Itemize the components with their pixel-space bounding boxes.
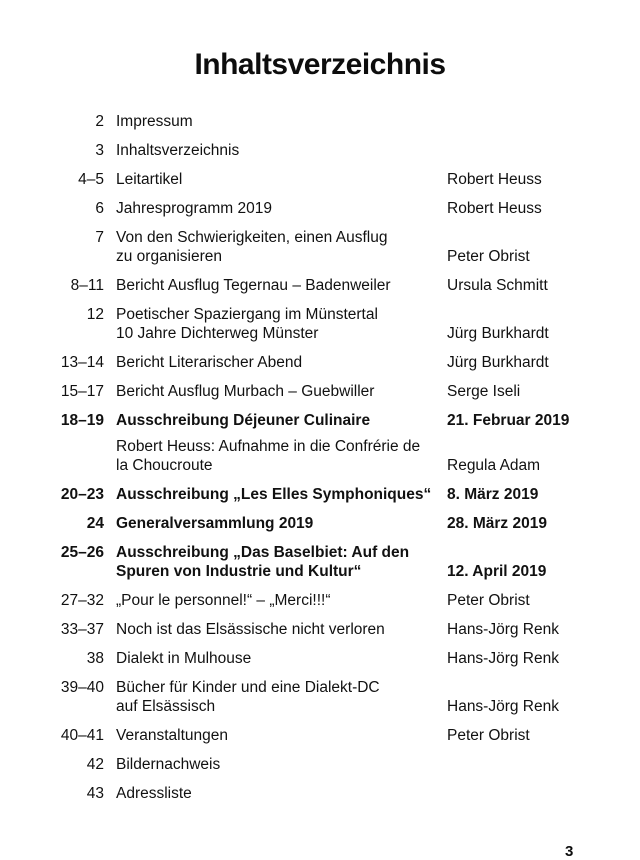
toc-right-text: Jürg Burkhardt bbox=[447, 354, 549, 371]
toc-page-range: 38 bbox=[86, 650, 104, 667]
toc-entry-author-or-date bbox=[447, 485, 610, 504]
toc-row bbox=[40, 141, 610, 160]
toc-entry-title bbox=[116, 543, 435, 581]
toc-right-text: Hans-Jörg Renk bbox=[447, 698, 559, 715]
page-title: Inhaltsverzeichnis bbox=[194, 48, 446, 81]
toc-row bbox=[40, 755, 610, 774]
toc-page-range: 4–5 bbox=[78, 171, 104, 188]
toc-entry-title bbox=[116, 649, 435, 668]
toc-row bbox=[40, 543, 610, 581]
toc-row bbox=[40, 591, 610, 610]
toc-entry-title bbox=[116, 514, 435, 533]
toc-page-range: 15–17 bbox=[60, 383, 104, 400]
toc-row bbox=[40, 382, 610, 401]
toc-title-line: „Pour le personnel!“ – „Merci!!!“ bbox=[116, 592, 331, 609]
toc-entry-author-or-date bbox=[447, 199, 610, 218]
toc-entry-title bbox=[116, 305, 435, 343]
toc-entry-author-or-date bbox=[447, 170, 610, 189]
toc-title-line: Ausschreibung „Les Elles Symphoniques“ bbox=[116, 486, 432, 503]
toc-page-range: 20–23 bbox=[60, 486, 104, 503]
toc-row bbox=[40, 112, 610, 131]
toc-entry-author-or-date bbox=[447, 437, 610, 475]
toc-entry-author-or-date bbox=[447, 649, 610, 668]
toc-entry-title bbox=[116, 620, 435, 639]
toc-title-line: la Choucroute bbox=[116, 457, 213, 474]
toc-page-range: 40–41 bbox=[60, 727, 104, 744]
toc-title-line: Bericht Literarischer Abend bbox=[116, 354, 303, 371]
toc-row bbox=[40, 485, 610, 504]
toc-page-range: 27–32 bbox=[60, 592, 104, 609]
toc-page-range: 25–26 bbox=[60, 544, 104, 561]
toc-row bbox=[40, 228, 610, 266]
toc-row bbox=[40, 437, 610, 475]
toc-title-line: Bücher für Kinder und eine Dialekt-DC bbox=[116, 679, 380, 696]
toc-title-line: Inhaltsverzeichnis bbox=[116, 142, 240, 159]
toc-entry-author-or-date bbox=[447, 411, 610, 430]
toc-title-line: Impressum bbox=[116, 113, 193, 130]
toc-right-text: Serge Iseli bbox=[447, 383, 521, 400]
toc-entry-author-or-date bbox=[447, 726, 610, 745]
toc-right-text: Hans-Jörg Renk bbox=[447, 621, 559, 638]
toc-entry-title bbox=[116, 784, 435, 803]
toc-right-text: 8. März 2019 bbox=[447, 486, 539, 503]
toc-page-range: 6 bbox=[95, 200, 104, 217]
toc-entry-author-or-date bbox=[447, 112, 610, 131]
toc-title-line: Ausschreibung „Das Baselbiet: Auf den bbox=[116, 544, 410, 561]
toc-list bbox=[40, 112, 610, 813]
toc-title-line: Dialekt in Mulhouse bbox=[116, 650, 252, 667]
toc-row bbox=[40, 678, 610, 716]
toc-title-line: Ausschreibung Déjeuner Culinaire bbox=[116, 412, 371, 429]
toc-row bbox=[40, 199, 610, 218]
toc-right-text: Regula Adam bbox=[447, 457, 541, 474]
toc-entry-title bbox=[116, 437, 435, 475]
toc-entry-author-or-date bbox=[447, 784, 610, 803]
toc-entry-author-or-date bbox=[447, 141, 610, 160]
toc-entry-title bbox=[116, 726, 435, 745]
toc-entry-title bbox=[116, 382, 435, 401]
toc-right-text: Peter Obrist bbox=[447, 592, 530, 609]
toc-right-text: Peter Obrist bbox=[447, 727, 530, 744]
toc-row bbox=[40, 411, 610, 430]
toc-right-text: 28. März 2019 bbox=[447, 515, 547, 532]
toc-entry-title bbox=[116, 755, 435, 774]
toc-entry-title bbox=[116, 591, 435, 610]
toc-row bbox=[40, 649, 610, 668]
toc-title-line: Generalversammlung 2019 bbox=[116, 515, 314, 532]
toc-title-line: Veranstaltungen bbox=[116, 727, 229, 744]
toc-page-range: 18–19 bbox=[60, 412, 104, 429]
toc-right-text: Jürg Burkhardt bbox=[447, 325, 549, 342]
toc-row bbox=[40, 305, 610, 343]
toc-entry-author-or-date bbox=[447, 755, 610, 774]
toc-right-text: 12. April 2019 bbox=[447, 563, 547, 580]
toc-entry-author-or-date bbox=[447, 543, 610, 581]
toc-title-line: Bericht Ausflug Murbach – Guebwiller bbox=[116, 383, 375, 400]
toc-page-range: 13–14 bbox=[60, 354, 104, 371]
toc-entry-author-or-date bbox=[447, 591, 610, 610]
toc-page-range: 7 bbox=[95, 229, 104, 246]
toc-right-text: Hans-Jörg Renk bbox=[447, 650, 559, 667]
toc-row bbox=[40, 784, 610, 803]
toc-page-range: 24 bbox=[86, 515, 104, 532]
toc-row bbox=[40, 170, 610, 189]
toc-right-text: Robert Heuss bbox=[447, 200, 542, 217]
toc-entry-title bbox=[116, 678, 435, 716]
toc-entry-author-or-date bbox=[447, 353, 610, 372]
toc-entry-title bbox=[116, 411, 435, 430]
toc-page-range: 33–37 bbox=[60, 621, 104, 638]
toc-title-line: Jahresprogramm 2019 bbox=[116, 200, 272, 217]
toc-entry-title bbox=[116, 228, 435, 266]
toc-title-line: Bildernachweis bbox=[116, 756, 221, 773]
toc-page-range: 43 bbox=[86, 785, 104, 802]
toc-entry-title bbox=[116, 112, 435, 131]
toc-page-range: 12 bbox=[86, 306, 104, 323]
toc-right-text: Peter Obrist bbox=[447, 248, 530, 265]
toc-entry-author-or-date bbox=[447, 228, 610, 266]
toc-title-line: Poetischer Spaziergang im Münstertal bbox=[116, 306, 378, 323]
toc-entry-author-or-date bbox=[447, 276, 610, 295]
toc-title-line: Von den Schwierigkeiten, einen Ausflug bbox=[116, 229, 388, 246]
toc-row bbox=[40, 514, 610, 533]
corner-page-number: 3 bbox=[565, 843, 574, 860]
toc-title-line: Adressliste bbox=[116, 785, 192, 802]
toc-entry-author-or-date bbox=[447, 305, 610, 343]
toc-right-text: Ursula Schmitt bbox=[447, 277, 548, 294]
toc-entry-title bbox=[116, 170, 435, 189]
toc-title-line: 10 Jahre Dichterweg Münster bbox=[116, 325, 319, 342]
toc-page-range: 3 bbox=[95, 142, 104, 159]
toc-title-line: auf Elsässisch bbox=[116, 698, 216, 715]
toc-page-range bbox=[40, 437, 104, 475]
toc-entry-title bbox=[116, 353, 435, 372]
toc-title-line: Noch ist das Elsässische nicht verloren bbox=[116, 621, 385, 638]
toc-title-line: Spuren von Industrie und Kultur“ bbox=[116, 563, 362, 580]
toc-entry-author-or-date bbox=[447, 514, 610, 533]
toc-title-line: Bericht Ausflug Tegernau – Badenweiler bbox=[116, 277, 391, 294]
toc-right-text: 21. Februar 2019 bbox=[447, 412, 570, 429]
toc-row bbox=[40, 726, 610, 745]
toc-entry-author-or-date bbox=[447, 620, 610, 639]
toc-entry-author-or-date bbox=[447, 678, 610, 716]
toc-entry-title bbox=[116, 199, 435, 218]
toc-title-line: zu organisieren bbox=[116, 248, 222, 265]
toc-entry-title bbox=[116, 276, 435, 295]
toc-title-line: Leitartikel bbox=[116, 171, 183, 188]
toc-row bbox=[40, 620, 610, 639]
toc-entry-title bbox=[116, 485, 435, 504]
toc-right-text: Robert Heuss bbox=[447, 171, 542, 188]
toc-page-range: 42 bbox=[86, 756, 104, 773]
toc-title-line: Robert Heuss: Aufnahme in die Confrérie de bbox=[116, 438, 421, 455]
toc-row bbox=[40, 353, 610, 372]
toc-page-range: 2 bbox=[95, 113, 104, 130]
toc-entry-title bbox=[116, 141, 435, 160]
toc-page-range: 39–40 bbox=[60, 679, 104, 696]
toc-page-range: 8–11 bbox=[70, 277, 104, 294]
toc-entry-author-or-date bbox=[447, 382, 610, 401]
toc-row bbox=[40, 276, 610, 295]
